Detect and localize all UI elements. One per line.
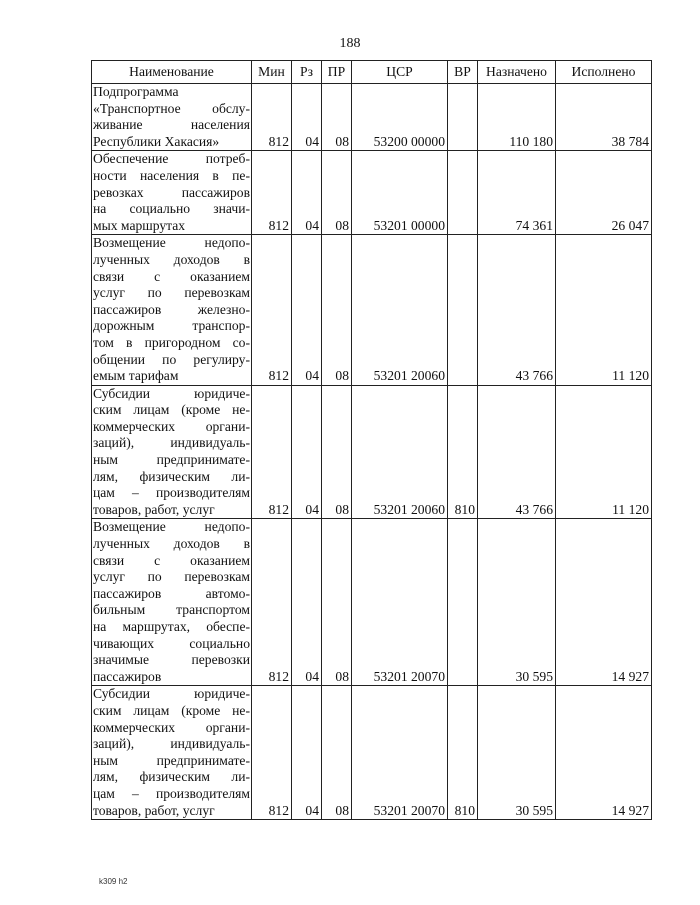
row-csr: 53201 20060 <box>352 385 448 519</box>
row-name-line: Субсидии юридиче- <box>93 686 250 702</box>
row-executed: 26 047 <box>556 151 652 235</box>
row-pr: 08 <box>322 686 352 820</box>
row-assigned: 110 180 <box>478 84 556 151</box>
row-name-line: лям, физическим ли- <box>93 468 250 484</box>
row-assigned: 74 361 <box>478 151 556 235</box>
header-csr: ЦСР <box>352 61 448 84</box>
header-rz: Рз <box>292 61 322 84</box>
table-row <box>92 519 652 686</box>
row-min: 812 <box>252 686 292 820</box>
row-name-line: товаров, работ, услуг <box>93 501 215 517</box>
row-pr: 08 <box>322 519 352 686</box>
row-rz: 04 <box>292 686 322 820</box>
table-row <box>92 235 652 385</box>
row-name-line: товаров, работ, услуг <box>93 802 215 818</box>
row-name <box>92 686 252 820</box>
row-name-line: Республики Хакасия» <box>93 133 220 149</box>
row-rz: 04 <box>292 84 322 151</box>
row-csr: 53201 20070 <box>352 519 448 686</box>
row-name-line: Подпрограмма <box>93 84 179 99</box>
row-pr: 08 <box>322 84 352 151</box>
row-assigned: 43 766 <box>478 385 556 519</box>
header-executed: Исполнено <box>556 61 652 84</box>
header-min: Мин <box>252 61 292 84</box>
row-pr: 08 <box>322 235 352 385</box>
row-csr: 53201 00000 <box>352 151 448 235</box>
row-name-line: том в пригородном со- <box>93 334 250 350</box>
row-name-line: значимые перевозки <box>93 652 250 668</box>
header-name: Наименование <box>92 61 252 84</box>
row-vr <box>448 235 478 385</box>
row-min: 812 <box>252 235 292 385</box>
header-vr: ВР <box>448 61 478 84</box>
row-assigned: 30 595 <box>478 519 556 686</box>
table-header-row <box>92 61 652 84</box>
row-name-line: услуг по перевозкам <box>93 285 250 301</box>
row-name-line: Возмещение недопо- <box>93 519 250 535</box>
page-number: 188 <box>339 36 361 51</box>
row-executed: 14 927 <box>556 686 652 820</box>
row-vr: 810 <box>448 385 478 519</box>
row-name-line: бильным транспортом <box>93 602 250 618</box>
row-name-line: мых маршрутах <box>93 217 186 233</box>
row-name-line: цам – производителям <box>93 485 250 501</box>
row-name-line: ревозках пассажиров <box>93 184 250 200</box>
table-row <box>92 385 652 519</box>
row-name-line: живание населения <box>93 117 250 133</box>
row-name-line: ским лицам (кроме не- <box>93 702 250 718</box>
row-name-line: «Транспортное обслу- <box>93 100 250 116</box>
row-name-line: лученных доходов в <box>93 251 250 267</box>
row-pr: 08 <box>322 151 352 235</box>
row-name-line: ным предпринимате- <box>93 752 250 768</box>
row-assigned: 30 595 <box>478 686 556 820</box>
row-name-line: связи с оказанием <box>93 268 250 284</box>
row-csr: 53201 20060 <box>352 235 448 385</box>
budget-table <box>91 60 652 820</box>
row-name-line: общении по регулиру- <box>93 351 250 367</box>
row-name-line: Обеспечение потреб- <box>93 151 250 167</box>
row-name <box>92 235 252 385</box>
header-assigned: Назначено <box>478 61 556 84</box>
row-name-line: на маршрутах, обеспе- <box>93 619 250 634</box>
row-name <box>92 519 252 686</box>
row-name-line: Возмещение недопо- <box>93 235 250 251</box>
row-csr: 53201 20070 <box>352 686 448 820</box>
row-rz: 04 <box>292 151 322 235</box>
row-rz: 04 <box>292 385 322 519</box>
row-name-line: пассажиров автомо- <box>93 585 250 601</box>
row-name <box>92 385 252 519</box>
row-executed: 11 120 <box>556 385 652 519</box>
table-body <box>92 84 652 820</box>
row-name-line: Субсидии юридиче- <box>93 385 250 401</box>
row-rz: 04 <box>292 235 322 385</box>
row-executed: 11 120 <box>556 235 652 385</box>
table-row <box>92 151 652 235</box>
row-name-line: ским лицам (кроме не- <box>93 402 250 418</box>
row-min: 812 <box>252 84 292 151</box>
row-name-line: чивающих социально <box>93 635 250 651</box>
row-min: 812 <box>252 519 292 686</box>
row-vr <box>448 519 478 686</box>
footer-code: k309 h2 <box>99 877 128 886</box>
row-name-line: пассажиров железно- <box>93 301 250 317</box>
row-name-line: дорожным транспор- <box>93 318 250 334</box>
row-name <box>92 84 252 151</box>
header-pr: ПР <box>322 61 352 84</box>
row-name <box>92 151 252 235</box>
row-name-line: лям, физическим ли- <box>93 769 250 785</box>
row-assigned: 43 766 <box>478 235 556 385</box>
table-row <box>92 686 652 820</box>
table-row <box>92 84 652 151</box>
row-csr: 53200 00000 <box>352 84 448 151</box>
row-name-line: емым тарифам <box>93 368 179 384</box>
row-executed: 38 784 <box>556 84 652 151</box>
row-name-line: связи с оказанием <box>93 552 250 568</box>
row-name-line: лученных доходов в <box>93 536 250 552</box>
row-name-line: ным предпринимате- <box>93 452 250 468</box>
row-executed: 14 927 <box>556 519 652 686</box>
row-min: 812 <box>252 385 292 519</box>
row-name-line: заций), индивидуаль- <box>93 736 250 752</box>
row-name-line: услуг по перевозкам <box>93 569 250 585</box>
row-name-line: цам – производителям <box>93 785 250 801</box>
row-name-line: коммерческих органи- <box>93 719 250 735</box>
row-name-line: ности населения в пе- <box>93 167 250 183</box>
row-rz: 04 <box>292 519 322 686</box>
row-name-line: заций), индивидуаль- <box>93 435 250 451</box>
row-name-line: коммерческих органи- <box>93 418 250 434</box>
row-min: 812 <box>252 151 292 235</box>
row-name-line: пассажиров <box>93 668 162 684</box>
row-vr: 810 <box>448 686 478 820</box>
row-vr <box>448 151 478 235</box>
row-vr <box>448 84 478 151</box>
row-name-line: на социально значи- <box>93 201 250 217</box>
row-pr: 08 <box>322 385 352 519</box>
